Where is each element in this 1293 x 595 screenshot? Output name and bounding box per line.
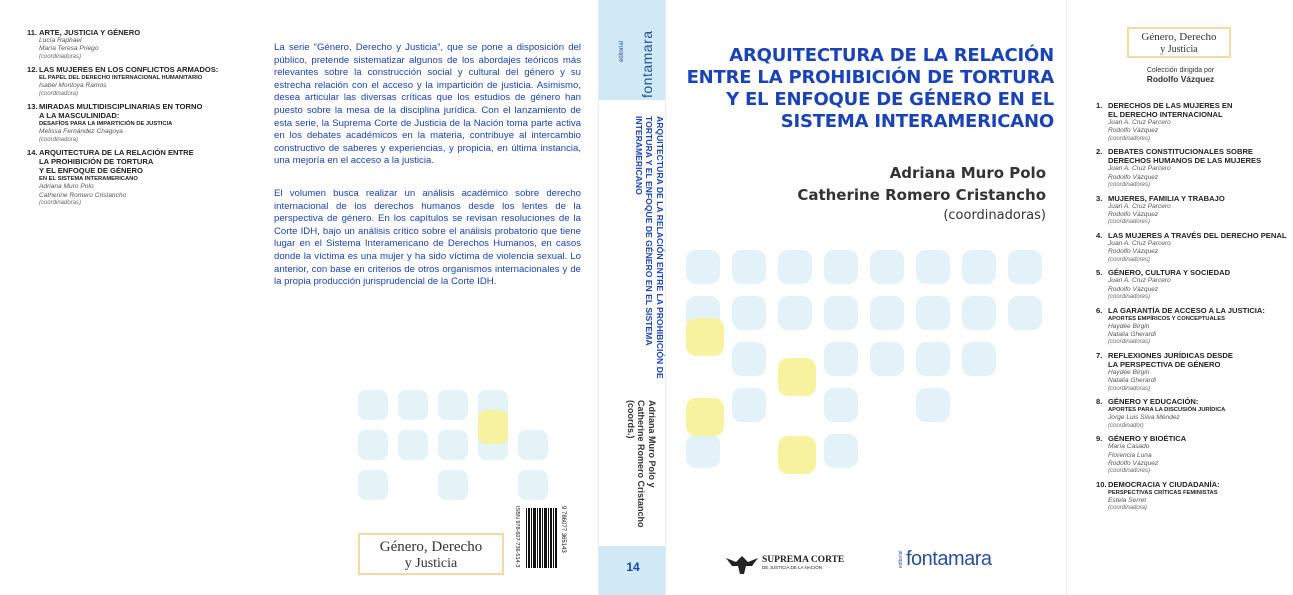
spine-volume-number: 14 [626, 560, 640, 574]
series-item-role: (coordinadora) [39, 90, 79, 97]
collection-info [1067, 67, 1293, 83]
series-item-title [1096, 397, 1288, 406]
series-item-editor: María Teresa Priego [39, 45, 99, 53]
series-item-subtitle: A LA MASCULINIDAD: [39, 111, 120, 121]
series-item-number: 5. [1096, 268, 1103, 278]
series-list-item [1096, 231, 1288, 264]
series-item-title-text: MIRADAS MULTIDISCIPLINARIAS EN TORNO [39, 102, 203, 112]
series-item-subtitle: APORTES EMPÍRICOS Y CONCEPTUALES [1108, 315, 1226, 322]
series-item-title [1096, 434, 1288, 443]
series-item-title [27, 28, 242, 37]
series-item-role: (coordinadores) [1108, 219, 1151, 226]
series-item-number: 3. [1096, 193, 1103, 203]
series-item-role: (coordinadores) [1108, 468, 1151, 475]
series-item-role: (coordinadores) [1108, 135, 1151, 142]
series-list-item [1096, 351, 1288, 393]
series-item-number: 9. [1096, 434, 1103, 444]
series-item-editor: Rodolfo Vázquez [1108, 173, 1159, 181]
front-title-line-1: ARQUITECTURA DE LA RELACIÓN [729, 45, 1054, 66]
barcode [504, 504, 564, 572]
series-item-title-text: MUJERES, FAMILIA Y TRABAJO [1108, 193, 1225, 203]
collection-label: Colección dirigida por [1146, 67, 1215, 74]
series-item-editor: Juan A. Cruz Parcero [1108, 277, 1171, 285]
barcode-image [504, 504, 564, 572]
series-list-item [1096, 194, 1288, 227]
series-item-editor: Jorge Luis Silva Méndez [1108, 414, 1180, 422]
series-item-title-cont: DERECHOS HUMANOS DE LAS MUJERES [1108, 156, 1262, 166]
series-item-number: 6. [1096, 305, 1103, 315]
series-item-editor: Rodolfo Vázquez [1108, 248, 1159, 256]
series-item-subtitle: EN EL SISTEMA INTERAMERICANO [39, 176, 138, 183]
flap-logo-line-2: y Justicia [1160, 44, 1198, 55]
series-item-subtitle: LA PROHIBICIÓN DE TORTURA [39, 157, 154, 167]
right-flap [1066, 0, 1293, 595]
series-list-item [27, 102, 242, 144]
series-item-number: 12. [27, 65, 38, 75]
series-item-number: 14. [27, 148, 38, 158]
series-list-item [1096, 434, 1288, 476]
scjn-line-1: SUPREMA CORTE [762, 555, 845, 565]
series-item-title-text: GÉNERO Y BIOÉTICA [1108, 434, 1187, 444]
spine-brand: fontamara [639, 30, 655, 98]
series-item-title [27, 148, 242, 157]
series-item-subtitle: DESAFÍOS PARA LA IMPARTICIÓN DE JUSTICIA [39, 121, 173, 128]
series-list-left [27, 28, 242, 211]
series-item-title-text: DEBATES CONSTITUCIONALES SOBRE [1108, 147, 1253, 157]
eagle-emblem-icon [724, 550, 760, 578]
series-item-number: 13. [27, 102, 38, 112]
front-author-2: Catherine Romero Cristancho [797, 186, 1046, 204]
spine-title: ARQUITECTURA DE LA RELACIÓN ENTRE LA PROHIBICIÓN DE TORTURA Y EL ENFOQUE DE GÉNERO EN EL SISTEMA INTERAMERICANO [634, 116, 665, 379]
series-item-title-text: LAS MUJERES EN LOS CONFLICTOS ARMADOS: [39, 65, 219, 75]
series-item-title-text: GÉNERO, CULTURA Y SOCIEDAD [1108, 268, 1231, 278]
series-item-role: (coordinadores) [1108, 182, 1151, 189]
series-list-item [1096, 306, 1288, 347]
series-item-editor: Catherine Romero Cristancho [39, 191, 127, 199]
series-list-item [27, 28, 242, 61]
series-item-number: 2. [1096, 147, 1103, 157]
series-item-editor: María Casado [1108, 443, 1150, 451]
series-item-editor: Juan A. Cruz Parcero [1108, 202, 1171, 210]
series-logo-back [358, 533, 504, 575]
series-item-editor: Rodolfo Vázquez [1108, 211, 1159, 219]
series-item-number: 10. [1096, 479, 1107, 489]
front-author-role: (coordinadoras) [943, 208, 1046, 223]
series-item-title-text: DEMOCRACIA Y CIUDADANÍA: [1108, 479, 1220, 489]
barcode-number: 9 786077 365143 [560, 506, 566, 553]
series-item-title-text: ARQUITECTURA DE LA RELACIÓN ENTRE [39, 148, 194, 158]
series-item-title-text: GÉNERO Y EDUCACIÓN: [1108, 397, 1199, 407]
scjn-logo [762, 556, 844, 572]
isbn-text: ISBN 978-607-736-514-3 [514, 506, 520, 568]
series-list-item [1096, 268, 1288, 301]
spine-brand-small: editorial [619, 40, 625, 62]
series-item-title-cont: EL DERECHO INTERNACIONAL [1108, 110, 1223, 119]
series-item-editor: Haydée Birgin [1108, 322, 1150, 330]
series-item-number: 8. [1096, 397, 1103, 407]
series-item-subtitle: EL PAPEL DEL DERECHO INTERNACIONAL HUMANITARIO [39, 75, 203, 82]
series-item-title [1096, 268, 1288, 277]
series-item-role: (coordinadoras) [39, 53, 82, 60]
front-title-line-4: SISTEMA INTERAMERICANO [780, 111, 1054, 132]
series-item-editor: Rodolfo Vázquez [1108, 127, 1159, 135]
series-item-title [1096, 147, 1288, 156]
series-item-editor: Natalia Gherardi [1108, 330, 1157, 338]
series-list-item [27, 65, 242, 98]
series-item-title [1096, 101, 1288, 110]
series-list-item [1096, 101, 1288, 143]
series-item-title-cont: LA PERSPECTIVA DE GÉNERO [1108, 359, 1221, 369]
series-item-number: 1. [1096, 101, 1103, 110]
series-list-item [27, 148, 242, 207]
series-item-editor: Adriana Muro Polo [39, 183, 94, 191]
series-item-editor: Estela Serret [1108, 496, 1147, 504]
series-item-editor: Juan A. Cruz Parcero [1108, 239, 1171, 247]
series-item-title [1096, 480, 1288, 489]
series-item-number: 4. [1096, 230, 1103, 240]
spine-header-band [599, 0, 666, 100]
series-item-title-text: LA GARANTÍA DE ACCESO A LA JUSTICIA: [1108, 305, 1265, 315]
series-item-title [1096, 231, 1288, 240]
back-cover-paragraph-2: El volumen busca realizar un análisis académico sobre derecho internacional de los derechos humanos desde los lentes de la perspectiva de género. En los capítulos se revisan resoluciones de la Corte IDH, bajo un análisis crítico sobre el análisis probatorio que tiene lugar en el Sistema Interamericano de Derechos Humanos, en casos donde la víctima es una mujer y ha sido víctima de violencia sexual. Lo anterior, con base en criterios de otros organismos internacionales y de la propia producción jurisprudencial de la Corte IDH. [274, 188, 581, 288]
publisher-name: fontamara [906, 548, 992, 570]
series-item-subtitle: PERSPECTIVAS CRÍTICAS FEMINISTAS [1108, 489, 1218, 496]
series-list-item [1096, 147, 1288, 189]
series-item-number: 7. [1096, 350, 1103, 360]
series-item-title [27, 102, 242, 111]
series-logo-flap [1127, 27, 1231, 58]
spine-authors [626, 400, 658, 528]
series-item-subtitle: APORTES PARA LA DISCUSIÓN JURÍDICA [1108, 407, 1226, 414]
series-item-title [27, 65, 242, 74]
series-item-role: (coordinadores) [1108, 294, 1151, 301]
series-item-role: (coordinador) [1108, 422, 1144, 429]
series-list-item [1096, 480, 1288, 513]
back-cover [258, 0, 598, 595]
front-cover [666, 0, 1066, 595]
series-item-editor: Rodolfo Vázquez [1108, 459, 1159, 467]
logo-line-2: y Justicia [404, 556, 458, 571]
left-flap [0, 0, 258, 595]
series-item-title-text: LAS MUJERES A TRAVÉS DEL DERECHO PENAL [1108, 230, 1287, 240]
series-list-right [1096, 101, 1288, 517]
front-grid-pattern [666, 230, 1066, 540]
series-item-editor: Rodolfo Vázquez [1108, 285, 1159, 293]
series-item-title [1096, 306, 1288, 315]
series-item-subtitle: Y EL ENFOQUE DE GÉNERO [39, 166, 143, 176]
series-item-editor: Lucía Raphael [39, 37, 82, 44]
collection-director: Rodolfo Vázquez [1146, 74, 1215, 84]
series-list-item [1096, 397, 1288, 430]
front-title-line-3: Y EL ENFOQUE DE GÉNERO EN EL [726, 89, 1054, 110]
series-item-number: 11. [27, 28, 38, 37]
series-item-editor: Juan A. Cruz Parcero [1108, 165, 1171, 173]
publisher-small: editorial [898, 550, 904, 568]
series-item-title [1096, 351, 1288, 360]
spine-authors-line-1: Adriana Muro Polo y [647, 400, 657, 488]
series-item-role: (coordinadora) [39, 136, 79, 143]
series-item-role: (coordinadoras) [1108, 385, 1151, 392]
logo-line-1: Género, Derecho [379, 539, 483, 555]
flap-logo-line-1: Género, Derecho [1141, 31, 1217, 43]
scjn-line-2: DE JUSTICIA DE LA NACIÓN [762, 565, 823, 570]
series-item-role: (coordinadoras) [1108, 339, 1151, 346]
front-author-1: Adriana Muro Polo [889, 164, 1046, 182]
back-cover-paragraph-1: La serie “Género, Derecho y Justicia”, que se pone a disposición del público, pretende sistematizar algunos de los abordajes teóricos más relevantes sobre la construcción social y cultural del género y su estrecha relación con el acceso y la impartición de justicia. Asimismo, desea articular las diversas críticas que los estudios de género han puesto sobre la mesa de la disciplina jurídica. Con el lanzamiento de esta serie, la Suprema Corte de Justicia de la Nación toma parte activa en los debates académicos en la materia, contribuye al intercambio constructivo de saberes y experiencias, y propicia, en última instancia, una mejoría en el acceso a la justicia. [274, 42, 581, 167]
series-item-role: (coordinadoras) [39, 199, 82, 206]
series-item-editor: Melissa Fernández Chagoya [39, 128, 123, 136]
spine-authors-line-2: Catherine Romero Cristancho [636, 400, 647, 528]
series-item-editor: Natalia Gherardi [1108, 377, 1157, 385]
series-item-title-text: DERECHOS DE LAS MUJERES EN [1108, 101, 1233, 110]
spine-authors-line-3: (coords.) [626, 400, 636, 439]
series-item-editor: Florencia Luna [1108, 451, 1152, 459]
front-title [686, 45, 1054, 133]
series-item-title-text: REFLEXIONES JURÍDICAS DESDE [1108, 350, 1233, 360]
front-title-line-2: ENTRE LA PROHIBICIÓN DE TORTURA [686, 67, 1054, 88]
series-item-editor: Haydée Birgin [1108, 368, 1150, 376]
series-item-role: (coordinadores) [1108, 256, 1151, 263]
series-item-editor: Juan A. Cruz Parcero [1108, 119, 1171, 126]
series-item-editor: Isabel Montoya Ramos [39, 82, 107, 90]
series-item-title [1096, 194, 1288, 203]
spine [598, 0, 666, 595]
series-item-role: (coordinadora) [1108, 505, 1148, 512]
series-item-title-text: ARTE, JUSTICIA Y GÉNERO [39, 28, 141, 37]
